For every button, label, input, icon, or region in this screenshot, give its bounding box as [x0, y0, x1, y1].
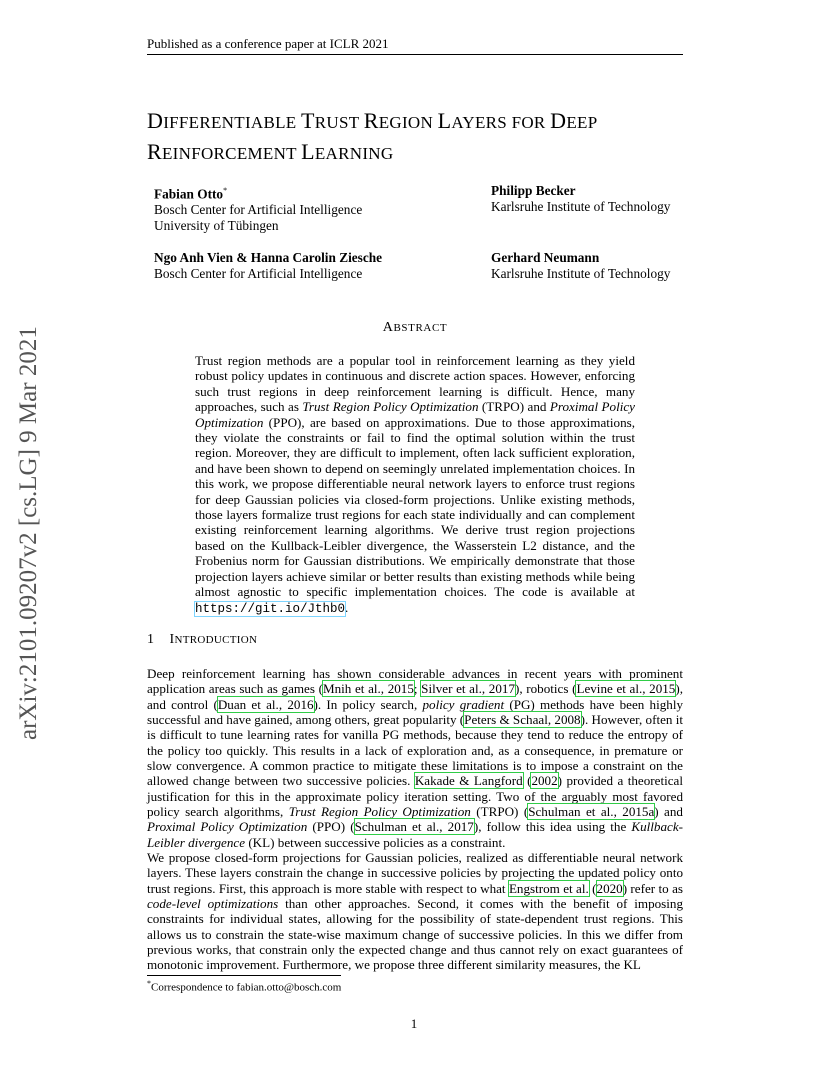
code-link[interactable]: https://git.io/Jthb0	[195, 601, 346, 616]
body-text: (TRPO) (	[470, 804, 529, 820]
body-text: ;	[413, 681, 422, 697]
paper-title	[147, 106, 707, 168]
section-number: 1	[147, 632, 155, 647]
author-affiliation: Bosch Center for Artificial Intelligence	[154, 202, 363, 218]
citation-link[interactable]: Duan et al., 2016	[217, 696, 314, 712]
title-initial: D	[147, 108, 164, 133]
author-block	[491, 250, 670, 282]
author-block	[154, 183, 362, 234]
body-text: than other approaches. Second, it comes with the benefit of imposing constraints for individual states, allowing for the possibility of state-dependent trust regions. This allows us to constrain the state-wise maximum change of successive policies. In this we differ from previous works, that constrain only the expected change and thus cannot rely on exact guarantees of monotonic improvement. Furthermore, we propose three different similarity measures, the KL	[147, 896, 683, 973]
emphasis: Kullback-Leibler divergence	[147, 819, 683, 850]
citation-link[interactable]: Peters & Schaal, 2008	[464, 712, 581, 728]
title-smallcaps: EGION	[378, 113, 438, 132]
abstract-body	[195, 353, 635, 617]
title-smallcaps: RUST	[314, 113, 364, 132]
title-initial: D	[550, 108, 567, 133]
citation-link[interactable]: Schulman et al., 2017	[354, 819, 474, 835]
abstract-text: (TRPO) and	[478, 399, 550, 415]
footnote-text: Correspondence to fabian.otto@bosch.com	[151, 981, 342, 994]
page-number: 1	[410, 1016, 418, 1031]
emphasis: Proximal Policy Optimization	[147, 819, 308, 835]
section-initial: I	[169, 632, 175, 647]
footnote-rule	[147, 975, 341, 976]
body-text: (PG) methods have been highly successful and have gained, among others, great popularity (	[147, 696, 684, 728]
footnote-mark: *	[147, 979, 151, 988]
emphasis: code-level optimizations	[147, 896, 279, 912]
intro-paragraph-1	[147, 666, 683, 850]
body-text: (	[588, 880, 597, 896]
title-initial: L	[301, 139, 315, 164]
body-text: (KL) between successive policies as a constraint.	[245, 834, 506, 850]
citation-link[interactable]: Kakade & Langford	[414, 773, 523, 789]
citation-link[interactable]: 2002	[531, 773, 558, 789]
body-text: (PPO) (	[307, 819, 355, 835]
title-initial: T	[301, 108, 315, 133]
citation-link[interactable]: Schulman et al., 2015a	[528, 804, 655, 820]
author-name: Ngo Anh Vien & Hanna Carolin Ziesche	[154, 250, 383, 265]
author-name: Philipp Becker	[491, 183, 576, 198]
body-text: ). However, often it is difficult to tune learning rates for vanilla PG methods, because they tend to reduce the entropy of the policy too quickly. This results in a lack of exploration and, as a consequence, in premature or slow convergence. A common practice to mitigate these limitations is to impose a constraint on the allowed change between two successive policies.	[147, 712, 684, 789]
title-initial: R	[147, 139, 162, 164]
citation-link[interactable]: Mnih et al., 2015	[322, 681, 414, 697]
title-smallcaps: AYERS FOR	[451, 113, 551, 132]
emphasis: policy gradient	[422, 696, 505, 712]
author-block	[154, 250, 382, 282]
author-affiliation: Karlsruhe Institute of Technology	[491, 199, 671, 214]
body-text: ), and control (	[147, 681, 683, 712]
abstract-text: (PPO), are based on approximations. Due to those approximations, they violate the constraints or fail to find the optimal solution within the trust region. Moreover, they are difficult to implement, often lack sufficient exploration, and have been shown to depend on seemingly unrelated implementation choices. In this work, we propose differentiable neural network layers to enforce trust regions for deep Gaussian policies via closed-form projections. Unlike existing methods, those layers formalize trust regions for each state individually and can complement existing reinforcement learning algorithms. We derive trust region projections based on the Kullback-Leibler divergence, the Wasserstein L2 distance, and the Frobenius norm for Gaussian distributions. We empirically demonstrate that those projection layers achieve similar or better results than existing methods while being almost agnostic to specific implementation choices. The code is available at	[195, 414, 635, 600]
citation-link[interactable]: 2020	[596, 880, 623, 896]
body-text: ) provided a theoretical justification for this in the approximate policy iteration setting. Two of the arguably most favored policy search algorithms,	[147, 773, 683, 820]
title-line-2	[147, 137, 707, 168]
running-header: Published as a conference paper at ICLR 2021	[147, 36, 389, 51]
abstract-heading-rest: BSTRACT	[393, 322, 448, 334]
author-footnote-mark: *	[223, 186, 228, 195]
citation-link[interactable]: Levine et al., 2015	[576, 681, 676, 697]
section-title-rest: NTRODUCTION	[174, 634, 258, 646]
body-text: (	[522, 773, 532, 789]
section-heading	[147, 632, 257, 648]
body-text: ). In policy search,	[313, 696, 423, 712]
arxiv-stamp: arXiv:2101.09207v2 [cs.LG] 9 Mar 2021	[15, 326, 42, 740]
body-text: ) refer to as	[622, 880, 683, 896]
author-name: Fabian Otto	[154, 186, 224, 202]
title-line-1	[147, 106, 707, 137]
abstract-emph: Proximal Policy Optimization	[195, 399, 635, 430]
abstract-heading-initial: A	[382, 320, 394, 335]
body-text: We propose closed-form projections for Gaussian policies, realized as differentiable neural network layers. These layers constrain the change in successive policies by projecting the updated policy onto trust regions. First, this approach is more stable with respect to what	[147, 850, 683, 896]
author-block	[491, 183, 670, 215]
title-smallcaps: IFFERENTIABLE	[163, 113, 302, 132]
title-smallcaps: EARNING	[314, 144, 394, 163]
abstract-text: Trust region methods are a popular tool in reinforcement learning as they yield robust policy updates in continuous and discrete action spaces. However, enforcing such trust regions in deep reinforcement learning is difficult. Hence, many approaches, such as	[195, 353, 635, 415]
body-text: ), follow this idea using the	[473, 819, 632, 835]
title-smallcaps: EEP	[566, 113, 598, 132]
abstract-text: .	[345, 599, 349, 615]
author-affiliation: Bosch Center for Artificial Intelligence	[154, 266, 363, 281]
header-rule	[147, 54, 683, 55]
intro-paragraph-2	[147, 850, 683, 973]
emphasis: Trust Region Policy Optimization	[288, 804, 471, 820]
author-affiliation: University of Tübingen	[154, 218, 279, 234]
citation-link[interactable]: Engstrom et al.	[508, 880, 589, 896]
body-text: ) and	[654, 804, 683, 820]
body-text: Deep reinforcement learning has shown considerable advances in recent years with prominent application areas such as games (	[147, 666, 683, 697]
citation-link[interactable]: Silver et al., 2017	[421, 681, 515, 697]
body-text: ), robotics (	[515, 681, 577, 697]
author-affiliation: Karlsruhe Institute of Technology	[491, 266, 671, 281]
title-smallcaps: EINFORCEMENT	[161, 144, 302, 163]
author-name: Gerhard Neumann	[491, 250, 600, 265]
footnote	[147, 977, 341, 995]
title-initial: L	[437, 108, 452, 133]
abstract-heading	[147, 320, 683, 336]
abstract-emph: Trust Region Policy Optimization	[302, 399, 479, 415]
title-initial: R	[363, 108, 379, 133]
